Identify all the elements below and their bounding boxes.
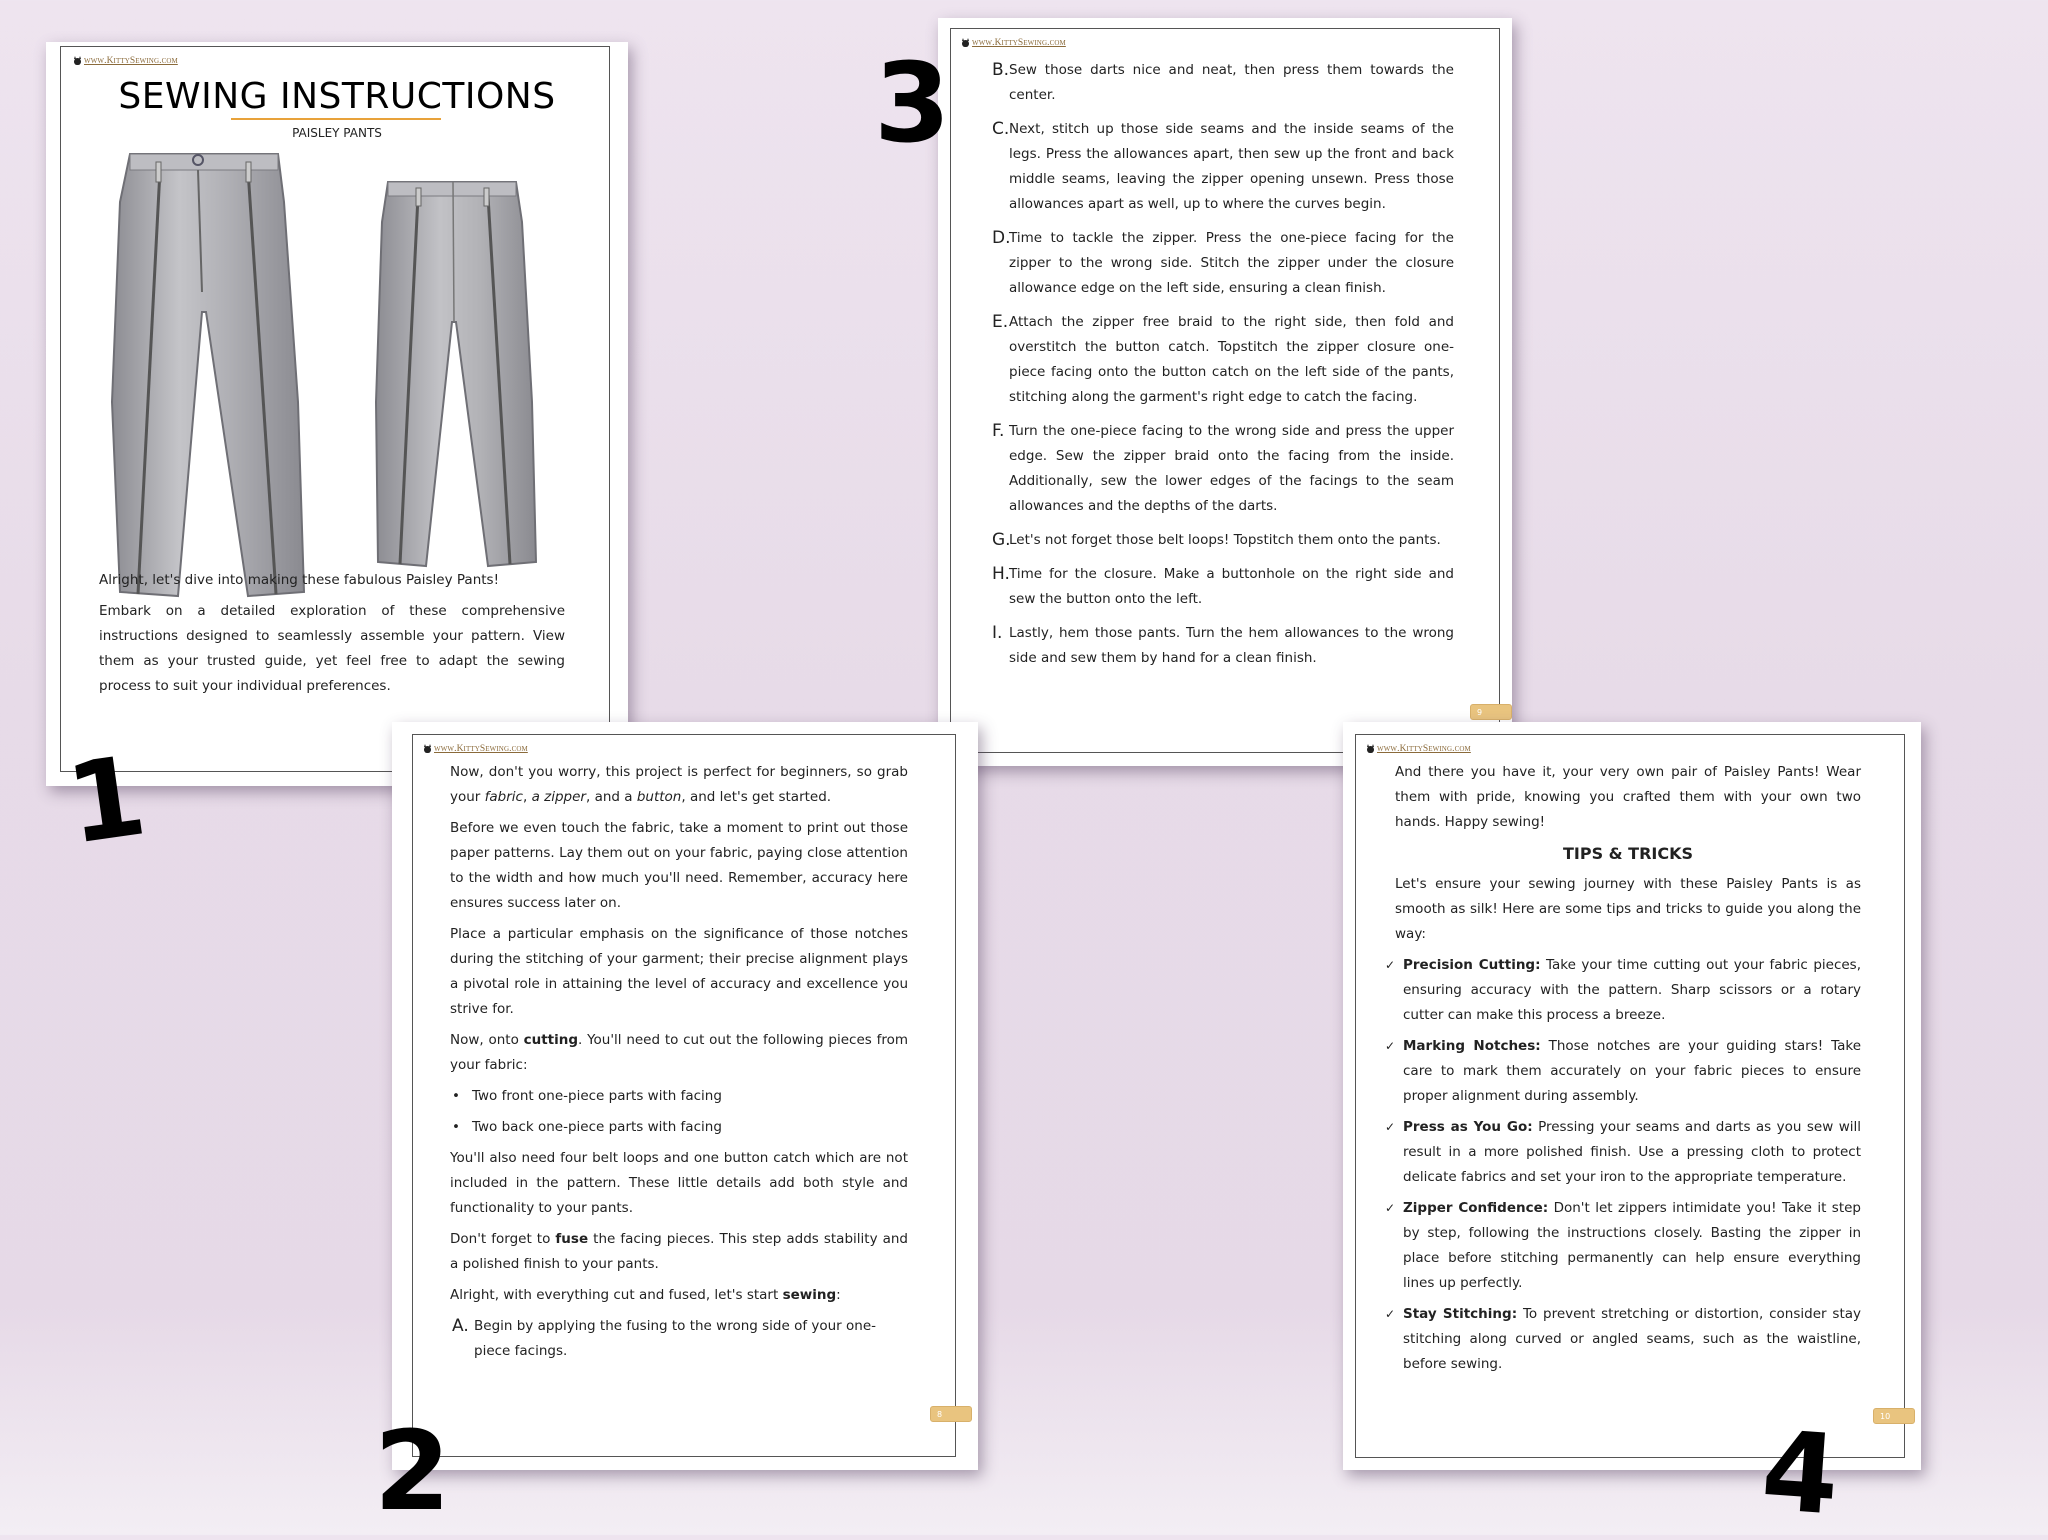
page-1-body [99, 568, 565, 705]
step-e: E. Attach the zipper free braid to the right side, then fold and overstitch the button catch. Topstitch the zipper closure one-piece facing onto the button catch on the left side of the pants, stitching along the garment's right edge to catch the facing. [992, 312, 1454, 405]
page-2 [392, 722, 978, 1470]
back-pants-illustration [364, 172, 544, 572]
check-icon: ✓ [1385, 958, 1396, 972]
tip-item: ✓ Precision Cutting: Take your time cutting out your fabric pieces, ensuring accuracy with the pattern. Sharp scissors or a rotary cutter can make this process a breeze. [1385, 953, 1861, 1028]
tip-item: ✓ Stay Stitching: To prevent stretching or distortion, consider stay stitching along curved or angled seams, such as the waistline, before sewing. [1385, 1302, 1861, 1377]
page-subtitle: PAISLEY PANTS [292, 126, 382, 140]
intro-paragraph: Embark on a detailed exploration of these comprehensive instructions designed to seamlessly assemble your pattern. View them as your trusted guide, yet feel free to adapt the sewing process to suit your individual preferences. [99, 603, 565, 694]
check-icon: ✓ [1385, 1120, 1396, 1134]
site-link[interactable]: www.KittySewing.com [1367, 744, 1471, 754]
check-icon: ✓ [1385, 1307, 1396, 1321]
step-a: A. Begin by applying the fusing to the wrong side of your one-piece facings. [452, 1316, 877, 1359]
bullet-icon: • [452, 1119, 460, 1135]
notches-paragraph: Place a particular emphasis on the significance of those notches during the stitching of your garment; their precise alignment plays a pivotal role in attaining the level of accuracy and excellence you strive for. [450, 926, 908, 1017]
step-g: G. Let's not forget those belt loops! Topstitch them onto the pants. [992, 530, 1441, 550]
cut-piece-item: • Two back one-piece parts with facing [450, 1115, 908, 1140]
step-b: B. Sew those darts nice and neat, then press them towards the center. [992, 60, 1454, 103]
page-1 [46, 42, 628, 786]
tips-intro: Let's ensure your sewing journey with these Paisley Pants is as smooth as silk! Here are some tips and tricks to guide you along the way: [1395, 876, 1861, 942]
materials-paragraph: Now, don't you worry, this project is perfect for beginners, so grab your fabric, a zipper, and a button, and let's get started. [450, 764, 908, 805]
closing-paragraph: And there you have it, your very own pair of Paisley Pants! Wear them with pride, knowing you crafted them with your own two hands. Happy sewing! [1395, 764, 1861, 830]
page-2-body [450, 760, 908, 1373]
check-icon: ✓ [1385, 1201, 1396, 1215]
page-number-badge: 8 [930, 1406, 972, 1422]
bullet-icon: • [452, 1088, 460, 1104]
tip-item: ✓ Marking Notches: Those notches are your guiding stars! Take care to mark them accurately on your fabric pieces to ensure proper alignment during assembly. [1385, 1034, 1861, 1109]
check-icon: ✓ [1385, 1039, 1396, 1053]
fuse-paragraph: Don't forget to fuse the facing pieces. This step adds stability and a polished finish to your pants. [450, 1231, 908, 1272]
page-label-3: 3 [874, 39, 951, 167]
tip-item: ✓ Zipper Confidence: Don't let zippers intimidate you! Take it step by step, following the instructions closely. Basting the zipper in place before stitching permanently can help ensure everything lines up perfectly. [1385, 1196, 1861, 1296]
page-label-4: 4 [1757, 1406, 1843, 1540]
page-3-steps [992, 58, 1454, 680]
cat-logo-icon [962, 40, 969, 47]
page-label-1: 1 [59, 731, 154, 869]
step-c: C. Next, stitch up those side seams and the inside seams of the legs. Press the allowances apart, then sew up the front and back middle seams, leaving the zipper opening unsewn. Press those allowances apart as well, up to where the curves begin. [992, 119, 1454, 212]
cutting-paragraph: Now, onto cutting. You'll need to cut out the following pieces from your fabric: [450, 1032, 908, 1073]
step-h: H. Time for the closure. Make a buttonhole on the right side and sew the button onto the left. [992, 564, 1454, 607]
title-underline [231, 118, 441, 120]
step-d: D. Time to tackle the zipper. Press the one-piece facing for the zipper to the wrong side. Stitch the zipper under the closure allowance edge on the left side, ensuring a clean finish. [992, 228, 1454, 296]
page-4 [1343, 722, 1921, 1470]
cut-piece-item: • Two front one-piece parts with facing [450, 1084, 908, 1109]
page-number-badge: 10 [1873, 1408, 1915, 1424]
front-pants-illustration [98, 142, 308, 602]
cat-logo-icon [424, 746, 431, 753]
step-f: F. Turn the one-piece facing to the wrong side and press the upper edge. Sew the zipper braid onto the facing from the inside. Additionally, sew the lower edges of the facings to the seam allowances and the depths of the darts. [992, 421, 1454, 514]
site-link[interactable]: www.KittySewing.com [74, 56, 178, 66]
page-3 [938, 18, 1512, 766]
extras-paragraph: You'll also need four belt loops and one button catch which are not included in the pattern. These little details add both style and functionality to your pants. [450, 1150, 908, 1216]
sewing-paragraph: Alright, with everything cut and fused, let's start sewing: [450, 1287, 841, 1303]
cat-logo-icon [74, 58, 81, 65]
site-link[interactable]: www.KittySewing.com [962, 38, 1066, 48]
page-number-badge: 9 [1470, 704, 1512, 720]
cat-logo-icon [1367, 746, 1374, 753]
patterns-paragraph: Before we even touch the fabric, take a moment to print out those paper patterns. Lay them out on your fabric, paying close attention to the width and how much you'll need. Remember, accuracy here ensures success later on. [450, 820, 908, 911]
page-4-body [1385, 760, 1862, 1383]
tip-item: ✓ Press as You Go: Pressing your seams and darts as you sew will result in a more polished finish. Use a pressing cloth to protect delicate fabrics and set your iron to the appropriate temperature. [1385, 1115, 1861, 1190]
page-label-2: 2 [374, 1407, 451, 1535]
site-link[interactable]: www.KittySewing.com [424, 744, 528, 754]
tips-heading: TIPS & TRICKS [1562, 844, 1694, 863]
page-title: SEWING INSTRUCTIONS [118, 76, 556, 117]
step-i: I. Lastly, hem those pants. Turn the hem allowances to the wrong side and sew them by hand for a clean finish. [992, 623, 1454, 666]
intro-text: Alright, let's dive into making these fabulous Paisley Pants! [99, 572, 499, 588]
